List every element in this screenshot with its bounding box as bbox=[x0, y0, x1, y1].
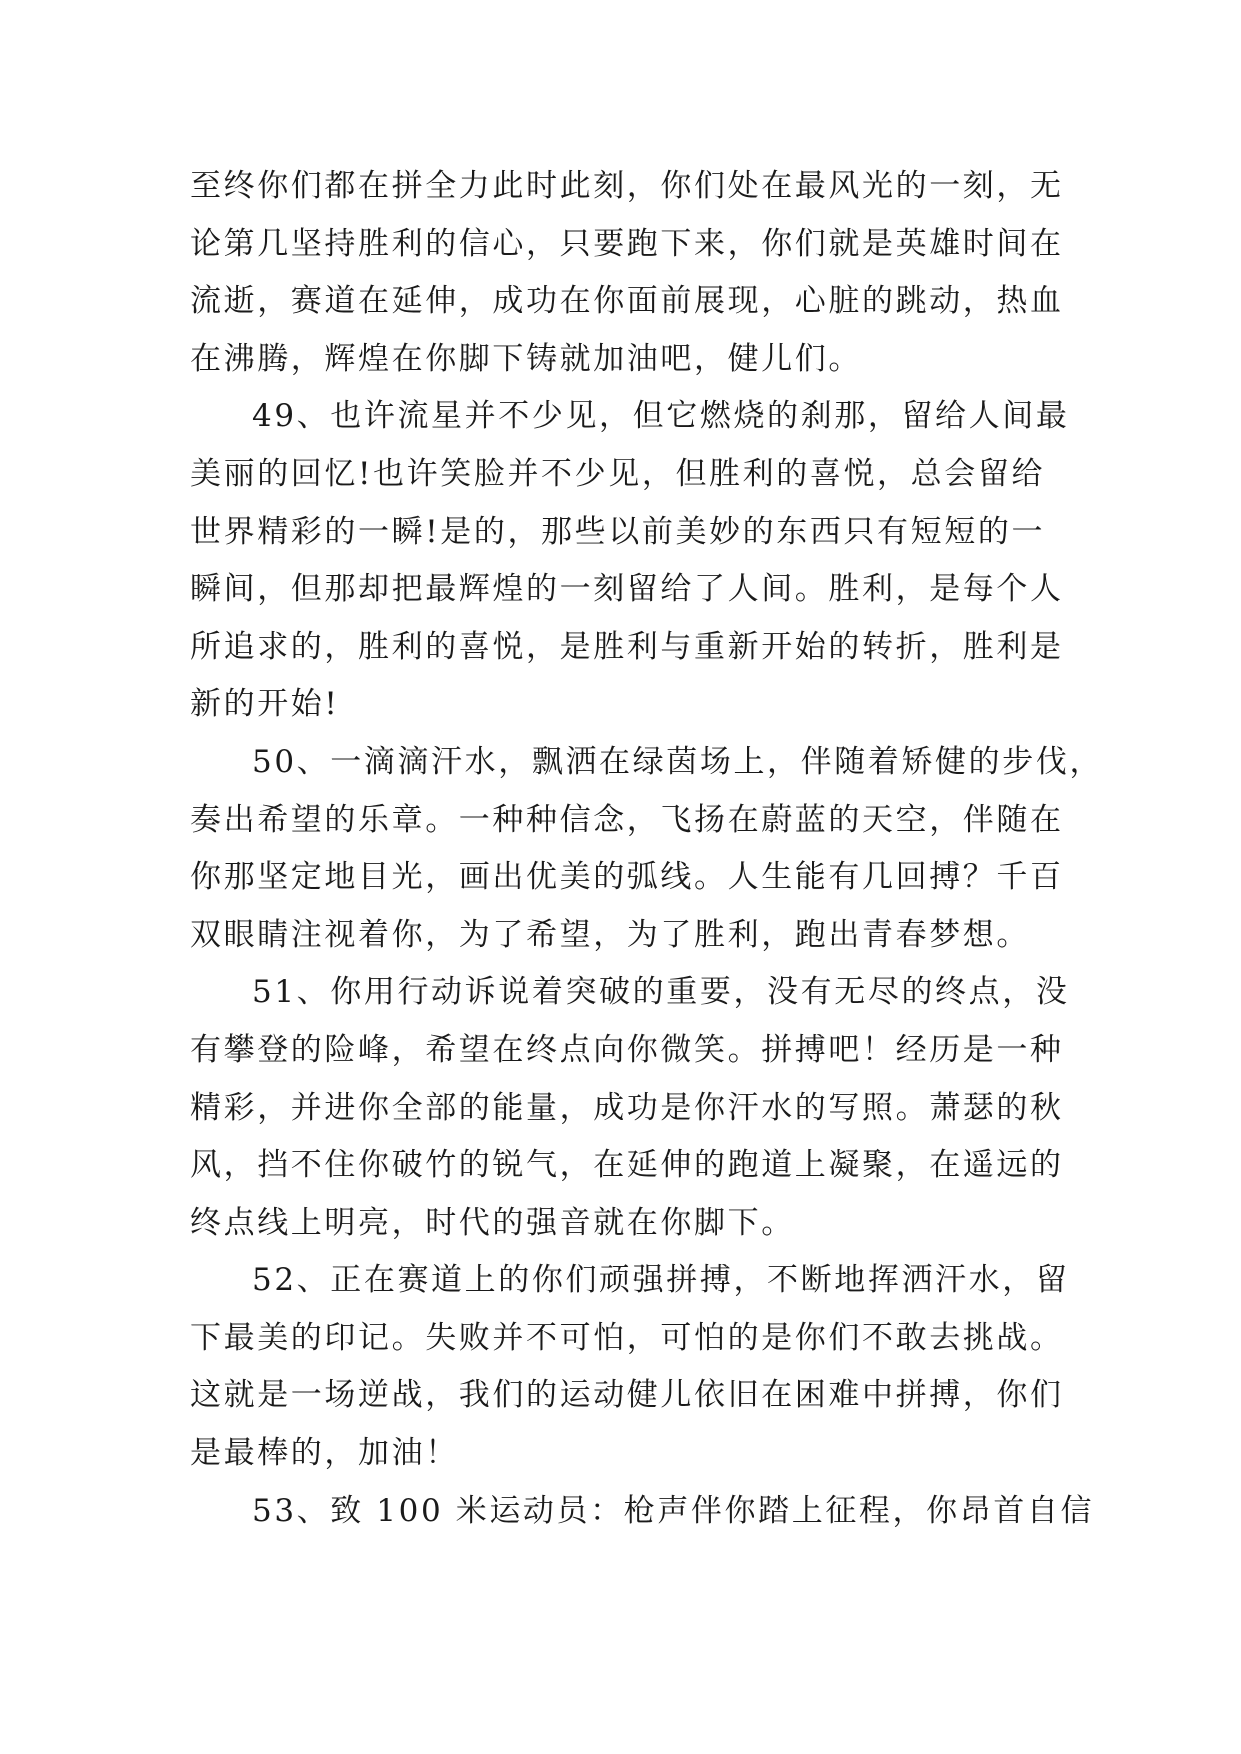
text-line: 美丽的回忆!也许笑脸并不少见，但胜利的喜悦，总会留给 bbox=[190, 455, 1046, 492]
text-line: 这就是一场逆战，我们的运动健儿依旧在困难中拼搏，你们 bbox=[190, 1377, 1064, 1414]
text-line: 在沸腾，辉煌在你脚下铸就加油吧，健儿们。 bbox=[190, 340, 862, 377]
text-line: 论第几坚持胜利的信心，只要跑下来，你们就是英雄时间在 bbox=[190, 225, 1064, 262]
text-line: 世界精彩的一瞬!是的，那些以前美妙的东西只有短短的一 bbox=[190, 513, 1046, 550]
text-line: 至终你们都在拼全力此时此刻，你们处在最风光的一刻，无 bbox=[190, 168, 1064, 204]
text-line: 所追求的，胜利的喜悦，是胜利与重新开始的转折，胜利是 bbox=[190, 628, 1064, 665]
text-line: 有攀登的险峰，希望在终点向你微笑。拼搏吧！经历是一种 bbox=[190, 1031, 1064, 1068]
paragraph-49-start: 49、也许流星并不少见，但它燃烧的刹那，留给人间最 bbox=[252, 398, 1070, 435]
text-line: 新的开始! bbox=[190, 686, 340, 723]
text-line: 你那坚定地目光，画出优美的弧线。人生能有几回搏？千百 bbox=[190, 859, 1064, 896]
paragraph-52-start: 52、正在赛道上的你们顽强拼搏，不断地挥洒汗水，留 bbox=[252, 1262, 1070, 1299]
text-line: 瞬间，但那却把最辉煌的一刻留给了人间。胜利，是每个人 bbox=[190, 571, 1064, 608]
paragraph-50-start: 50、一滴滴汗水，飘洒在绿茵场上，伴随着矫健的步伐， bbox=[252, 743, 1104, 780]
text-line: 终点线上明亮，时代的强音就在你脚下。 bbox=[190, 1204, 795, 1241]
text-line: 下最美的印记。失败并不可怕，可怕的是你们不敢去挑战。 bbox=[190, 1319, 1064, 1356]
paragraph-51-start: 51、你用行动诉说着突破的重要，没有无尽的终点，没 bbox=[252, 974, 1070, 1011]
text-line: 双眼睛注视着你，为了希望，为了胜利，跑出青春梦想。 bbox=[190, 916, 1030, 953]
text-line: 是最棒的，加油！ bbox=[190, 1435, 459, 1472]
text-line: 精彩，并进你全部的能量，成功是你汗水的写照。萧瑟的秋 bbox=[190, 1089, 1064, 1126]
paragraph-53-start: 53、致 100 米运动员：枪声伴你踏上征程，你昂首自信 bbox=[252, 1492, 1095, 1529]
text-line: 流逝，赛道在延伸，成功在你面前展现，心脏的跳动，热血 bbox=[190, 283, 1064, 320]
document-body bbox=[190, 158, 1104, 1540]
text-line: 奏出希望的乐章。一种种信念，飞扬在蔚蓝的天空，伴随在 bbox=[190, 801, 1064, 838]
text-line: 风，挡不住你破竹的锐气，在延伸的跑道上凝聚，在遥远的 bbox=[190, 1147, 1064, 1184]
